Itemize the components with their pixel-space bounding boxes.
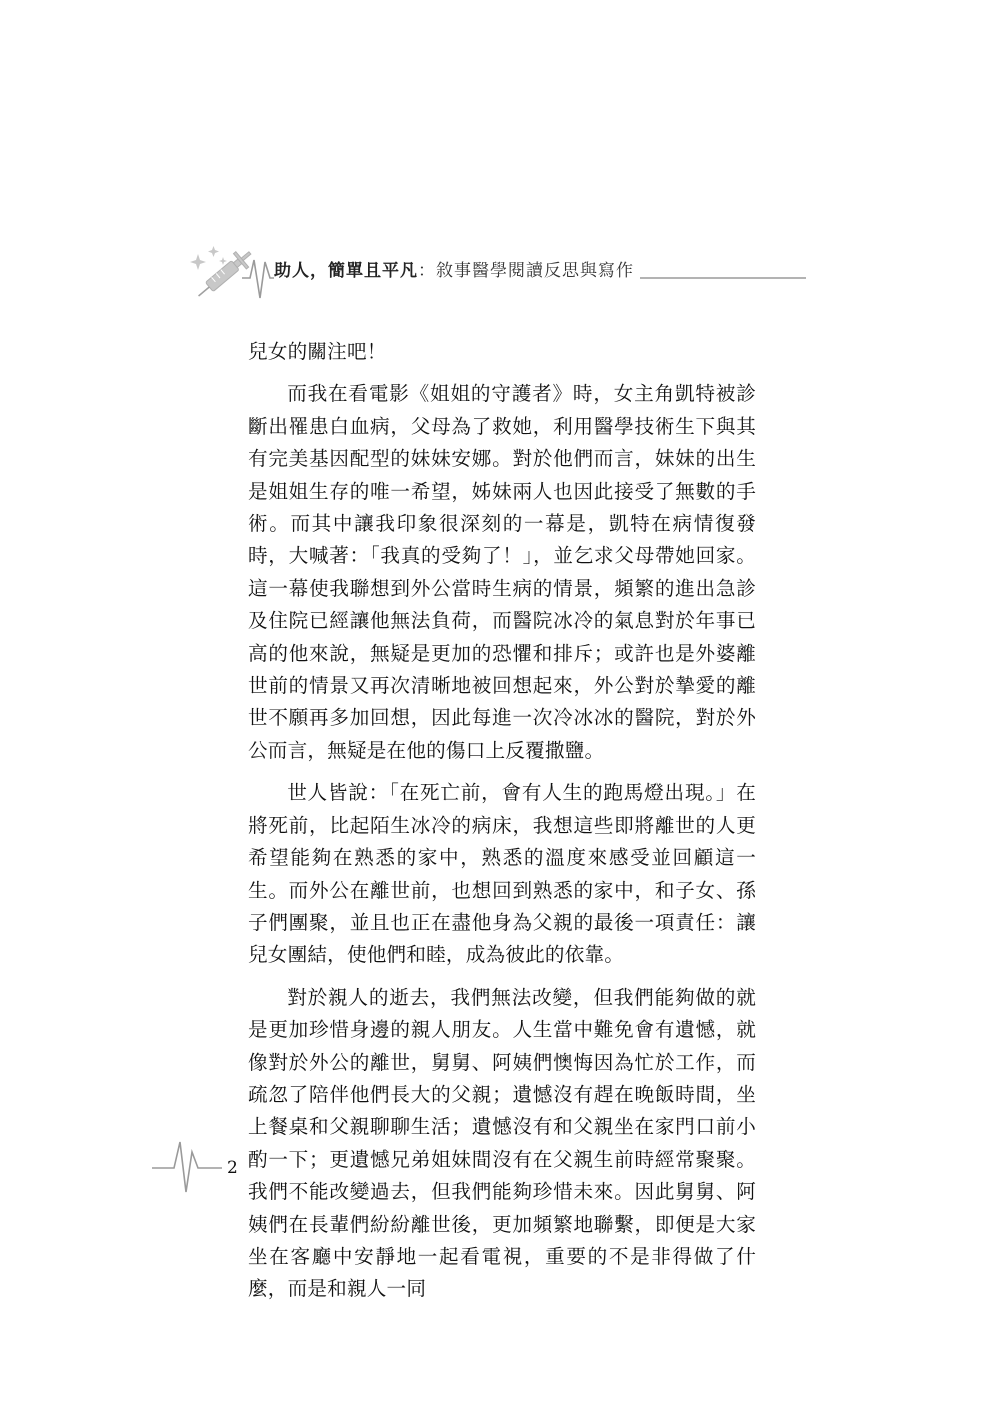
- heartbeat-line-icon: [152, 1132, 272, 1198]
- paragraph: 兒女的關注吧！: [248, 340, 387, 363]
- page-number: 2: [227, 1158, 238, 1178]
- page-footer: [152, 1132, 272, 1198]
- paragraph: 而我在看電影《姐姐的守護者》時，女主角凱特被診斷出罹患白血病，父母為了救她，利用醫學技術生下與其有完美基因配型的妹妹安娜。對於他們而言，妹妹的出生是姐姐生存的唯一希望，姊妹兩人也因此接受了無數的手術。而其中讓我印象很深刻的一幕是，凱特在病情復發時，大喊著：「我真的受夠了！」，並乞求父母帶她回家。這一幕使我聯想到外公當時生病的情景，頻繁的進出急診及住院已經讓他無法負荷，而醫院冰冷的氣息對於年事已高的他來說，無疑是更加的恐懼和排斥；或許也是外婆離世前的情景又再次清晰地被回想起來，外公對於摯愛的離世不願再多加回想，因此每進一次冷冰冰的醫院，對於外公而言，無疑是在他的傷口上反覆撒鹽。: [248, 382, 756, 762]
- book-title-sub: ：敘事醫學閱讀反思與寫作: [418, 261, 634, 281]
- paragraph: 對於親人的逝去，我們無法改變，但我們能夠做的就是更加珍惜身邊的親人朋友。人生當中難免會有遺憾，就像對於外公的離世，舅舅、阿姨們懊悔因為忙於工作，而疏忽了陪伴他們長大的父親；遺憾沒有趕在晚飯時間，坐上餐桌和父親聊聊生活；遺憾沒有和父親坐在家門口前小酌一下；更遺憾兄弟姐妹間沒有在父親生前時經常聚聚。我們不能改變過去，但我們能夠珍惜未來。因此舅舅、阿姨們在長輩們紛紛離世後，更加頻繁地聯繫，即便是大家坐在客廳中安靜地一起看電視，重要的不是非得做了什麼，而是和親人一同: [248, 985, 756, 1301]
- running-header: [186, 238, 806, 302]
- book-title: [274, 256, 640, 281]
- paragraph: 世人皆說：「在死亡前，會有人生的跑馬燈出現。」在將死前，比起陌生冰冷的病床，我想這些即將離世的人更希望能夠在熟悉的家中，熟悉的溫度來感受並回顧這一生。而外公在離世前，也想回到熟悉的家中，和子女、孫子們團聚，並且也正在盡他身為父親的最後一項責任：讓兒女團結，使他們和睦，成為彼此的依靠。: [248, 781, 756, 967]
- body-text: [248, 336, 756, 1316]
- book-title-main: 助人，簡單且平凡: [274, 261, 418, 281]
